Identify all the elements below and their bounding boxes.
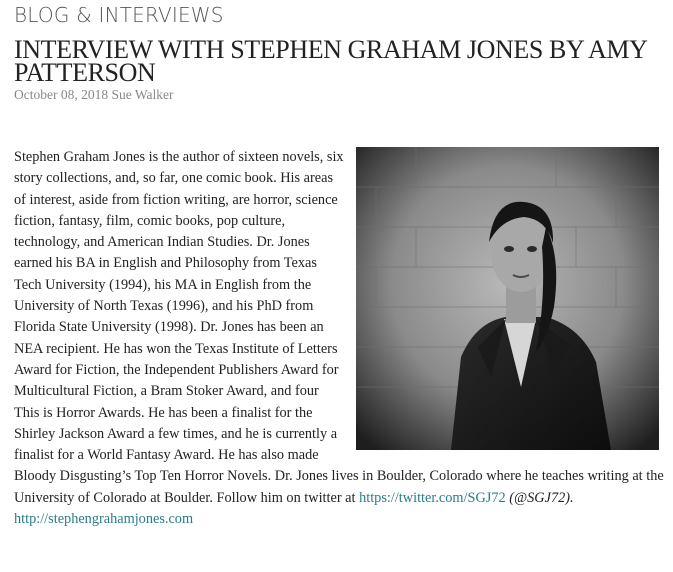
body-paragraph: Stephen Graham Jones is the author of sixteen novels, six story collections, and, so far, one comic book. His areas of interest, aside from fiction writing, are horror, science fiction, fantasy, film, comic books, pop culture, technology, and American Indian Studies. Dr. Jones earned his BA in English and Philosophy from Texas Tech University (1994), his MA in English from the University of North Texas (1996), and his PhD from Florida State University (1998). Dr. Jones has been an NEA recipient. He has won the Texas Institute of Letters Award for Fiction, the Independent Publishers Award for Multicultural Fiction, a Bram Stoker Award, and four This is Horror Awards. He has been a finalist for the Shirley Jackson Award a few times, and he is currently a finalist for a World Fantasy Award. He has also made Bloody Disgusting’s Top Ten Horror Novels. Dr. Jones lives in Boulder, Colorado where he teaches writing at the University of Colorado at Boulder. Follow him on twitter at [14, 149, 664, 506]
post-date: October 08, 2018 [14, 87, 109, 102]
author-photo-icon [356, 147, 659, 450]
section-label: BLOG & INTERVIEWS [14, 3, 224, 27]
website-link[interactable]: http://stephengrahamjones.com [14, 511, 194, 528]
post-title[interactable]: INTERVIEW WITH STEPHEN GRAHAM JONES BY AMY PATTERSON [14, 35, 647, 87]
twitter-link[interactable]: https://twitter.com/SGJ72 [359, 489, 506, 506]
twitter-handle: (@SGJ72). [509, 489, 574, 506]
post-meta [14, 87, 174, 103]
article-body [14, 147, 664, 530]
post-author[interactable]: Sue Walker [111, 87, 174, 102]
